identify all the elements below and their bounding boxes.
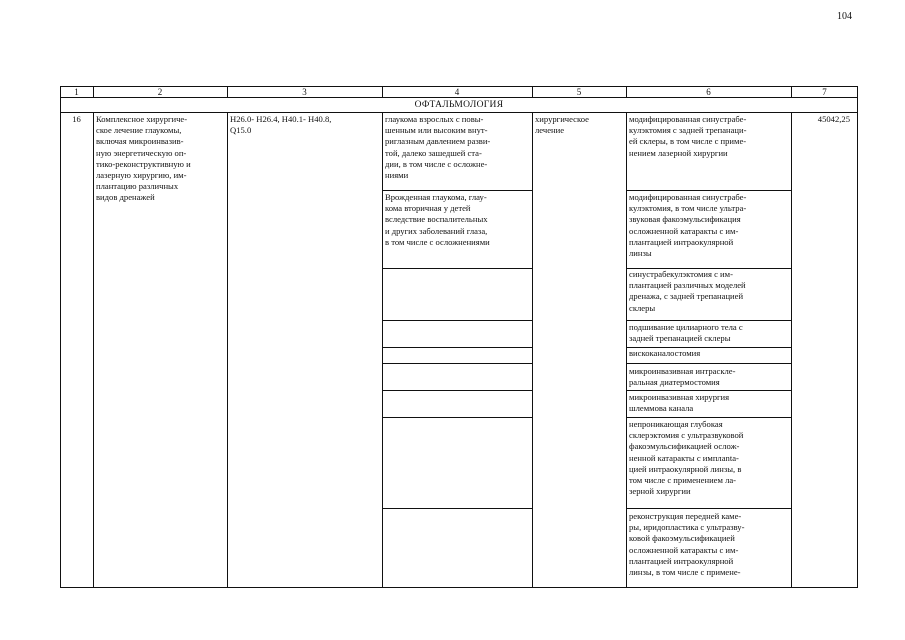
method-4: подшивание цилиарного тела с задней трепанацией склеры	[629, 322, 743, 344]
method-1: модифицированная синустрабе- кулэктомия с задней трепанаци- ей склеры, в том числе с приме- нением лазерной хирургии	[629, 114, 747, 158]
section-rule	[60, 112, 858, 113]
cell-rule	[626, 508, 791, 509]
column-header-4: 4	[454, 87, 460, 97]
cell-rule	[382, 347, 532, 348]
patient-model-2: Врожденная глаукома, глау- кома вторичная у детей вследствие воспалительных и других заболеваний глаза, в том числе с осложнениями	[385, 192, 490, 247]
cell-rule	[382, 363, 532, 364]
column-header-6: 6	[706, 87, 711, 97]
column-divider	[93, 86, 94, 98]
table-border-top	[60, 86, 858, 87]
method-7: микроинвазивная хирургия шлеммова канала	[629, 392, 730, 414]
cell-rule	[626, 320, 791, 321]
page-number: 104	[837, 11, 852, 22]
column-header-5: 5	[576, 87, 582, 97]
medical-care-table	[60, 86, 858, 588]
price-value: 45042,25	[817, 114, 850, 124]
header-rule	[60, 97, 858, 98]
column-header-1: 1	[74, 87, 79, 97]
care-type-name: Комплексное хирургиче- ское лечение глаукомы, включая микроинвазив- ную энергетическую оп- тико-реконструктивную и лазерную хирургию, им- плантацию различных видов дренажей	[96, 114, 191, 203]
column-divider	[227, 112, 228, 588]
cell-rule	[626, 417, 791, 418]
treatment-type: хирургическое лечение	[535, 114, 589, 136]
cell-rule	[382, 390, 532, 391]
row-number: 16	[72, 114, 81, 124]
cell-rule	[382, 417, 532, 418]
column-divider	[532, 112, 533, 588]
method-2: модифицированная синустрабе- кулэктомия, в том числе ультра- звуковая факоэмульсификация осложненной катаракты с им- плантацией интраокулярной линзы	[629, 192, 747, 259]
column-divider	[382, 112, 383, 588]
column-header-7: 7	[822, 87, 827, 97]
cell-rule	[382, 320, 532, 321]
cell-rule	[626, 347, 791, 348]
column-divider	[227, 86, 228, 98]
table-border-left	[60, 86, 61, 588]
cell-rule	[382, 268, 532, 269]
cell-rule	[626, 190, 791, 191]
cell-rule	[626, 390, 791, 391]
table-border-bottom	[60, 587, 858, 588]
cell-rule	[626, 363, 791, 364]
method-8: непроникающая глубокая склерэктомия с ультразвуковой факоэмульсификацией ослож- ненной катаракты с имплanta- цией интраокулярной линзы, в том числе с применением ла- зерной хирургии	[629, 419, 744, 497]
column-divider	[626, 112, 627, 588]
method-6: микроинвазивная интрасклe- ральная диатермостомия	[629, 366, 736, 388]
column-divider	[791, 112, 792, 588]
section-title: ОФТАЛЬМОЛОГИЯ	[414, 100, 504, 110]
method-3: синустрабекулэктомия с им- плантацией различных моделей дренажа, с задней трепанацией склеры	[629, 269, 746, 313]
method-9: реконструкция передней каме- ры, иридопластика с ультразву- ковой факоэмульсификацией осложненной катаракты с им- плантацией интраокулярной линзы, в том числе с примене-	[629, 511, 745, 578]
patient-model-1: глаукома взрослых с повы- шенным или высоким внут- риглазным давлением разви- той, далеко зашедшей ста- дии, в том числе с осложне- ниями	[385, 114, 491, 181]
column-divider	[532, 86, 533, 98]
cell-rule	[382, 508, 532, 509]
table-border-right	[857, 86, 858, 588]
column-divider	[382, 86, 383, 98]
column-divider	[626, 86, 627, 98]
cell-rule	[626, 268, 791, 269]
column-header-2: 2	[157, 87, 163, 97]
cell-rule	[382, 190, 532, 191]
method-5: вискоканалостомия	[629, 348, 701, 358]
icd-codes: H26.0- H26.4, H40.1- H40.8, Q15.0	[230, 114, 332, 136]
column-header-3: 3	[302, 87, 307, 97]
column-divider	[93, 112, 94, 588]
column-divider	[791, 86, 792, 98]
